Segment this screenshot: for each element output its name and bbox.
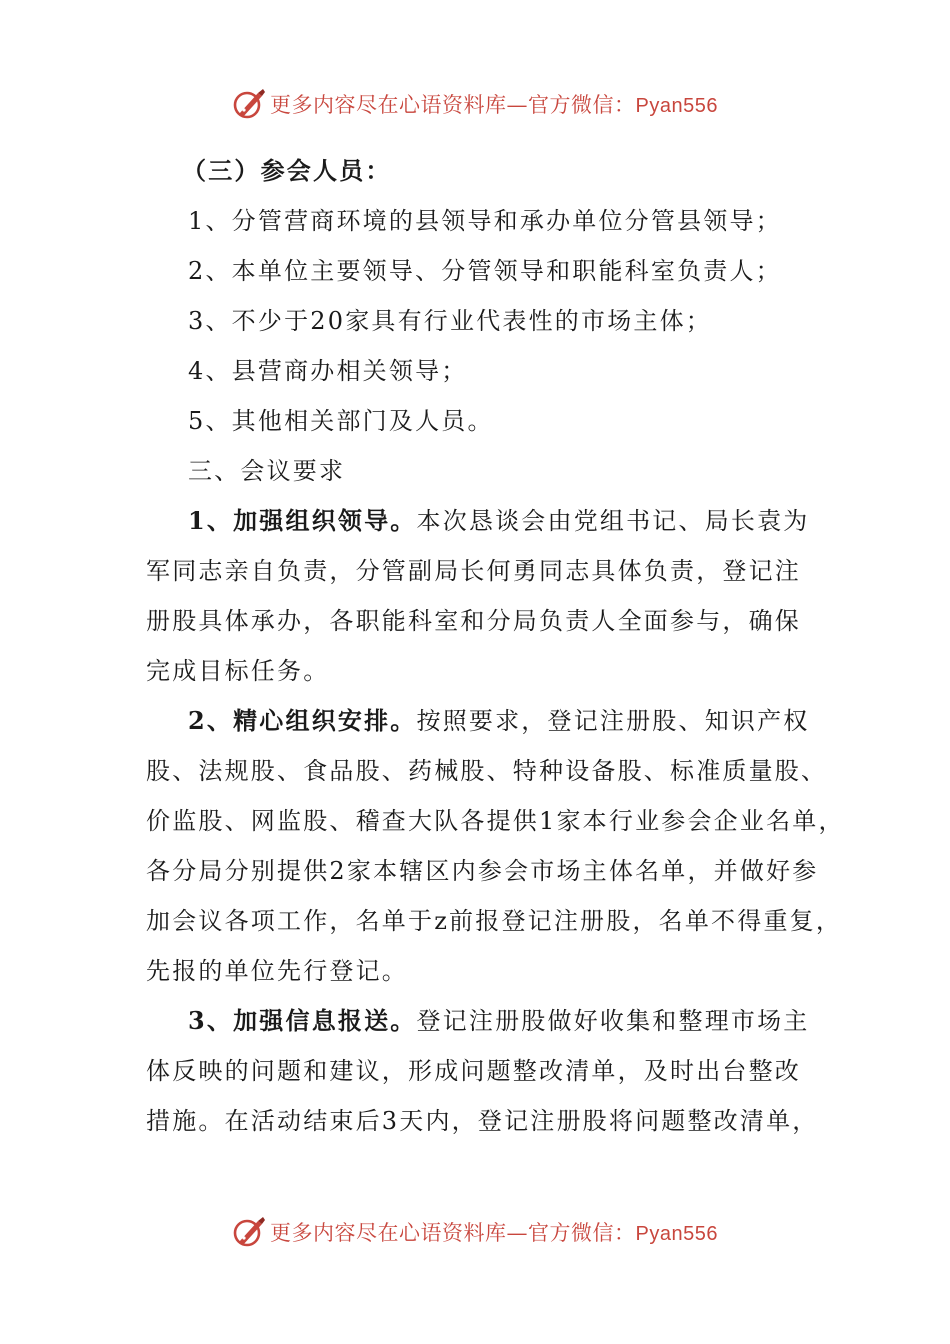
requirement-2-title: 2、精心组织安排。 xyxy=(188,706,417,735)
requirement-1-line-4: 完成目标任务。 xyxy=(146,657,330,685)
requirement-3-line-1: 3、加强信息报送。登记注册股做好收集和整理市场主 xyxy=(188,1006,810,1035)
attendee-item-1: 1、分管营商环境的县领导和承办单位分管县领导； xyxy=(188,207,782,235)
attendee-item-4: 4、县营商办相关领导； xyxy=(188,357,468,385)
wechat-id: Pyan556 xyxy=(635,95,718,117)
header-watermark-banner xyxy=(0,84,950,124)
pen-nib-logo-icon xyxy=(232,87,266,121)
watermark-text: 更多内容尽在心语资料库—官方微信：Pyan556 xyxy=(270,1221,718,1245)
watermark-text: 更多内容尽在心语资料库—官方微信：Pyan556 xyxy=(270,93,718,117)
requirement-2-line-3: 价监股、网监股、稽查大队各提供1家本行业参会企业名单， xyxy=(146,807,845,835)
attendee-item-3: 3、不少于20家具有行业代表性的市场主体； xyxy=(188,307,713,335)
requirement-2-line-5: 加会议各项工作，名单于z前报登记注册股，名单不得重复， xyxy=(146,907,843,935)
requirement-3-line-3: 措施。在活动结束后3天内，登记注册股将问题整改清单， xyxy=(146,1107,819,1135)
requirement-3-line-2: 体反映的问题和建议，形成问题整改清单，及时出台整改 xyxy=(146,1057,801,1085)
attendee-item-2: 2、本单位主要领导、分管领导和职能科室负责人； xyxy=(188,257,782,285)
requirement-1-line-2: 军同志亲自负责，分管副局长何勇同志具体负责，登记注 xyxy=(146,557,801,585)
document-body xyxy=(146,146,845,1146)
attendees-heading: （三）参会人员： xyxy=(182,156,392,185)
requirement-2-line-6: 先报的单位先行登记。 xyxy=(146,957,408,985)
requirement-1-title: 1、加强组织领导。 xyxy=(188,506,417,535)
requirement-1-line-3: 册股具体承办，各职能科室和分局负责人全面参与，确保 xyxy=(146,607,801,635)
footer-watermark-banner xyxy=(0,1212,950,1252)
requirement-2-line-2: 股、法规股、食品股、药械股、特种设备股、标准质量股、 xyxy=(146,757,828,785)
pen-nib-logo-icon xyxy=(232,1215,266,1249)
requirement-2-line-1: 2、精心组织安排。按照要求，登记注册股、知识产权 xyxy=(188,706,810,735)
wechat-id: Pyan556 xyxy=(635,1223,718,1245)
requirement-2-line-4: 各分局分别提供2家本辖区内参会市场主体名单，并做好参 xyxy=(146,857,819,885)
requirement-1-line-1: 1、加强组织领导。本次恳谈会由党组书记、局长袁为 xyxy=(188,506,810,535)
requirement-3-title: 3、加强信息报送。 xyxy=(188,1006,417,1035)
requirements-heading: 三、会议要求 xyxy=(188,457,346,485)
attendee-item-5: 5、其他相关部门及人员。 xyxy=(188,407,494,435)
